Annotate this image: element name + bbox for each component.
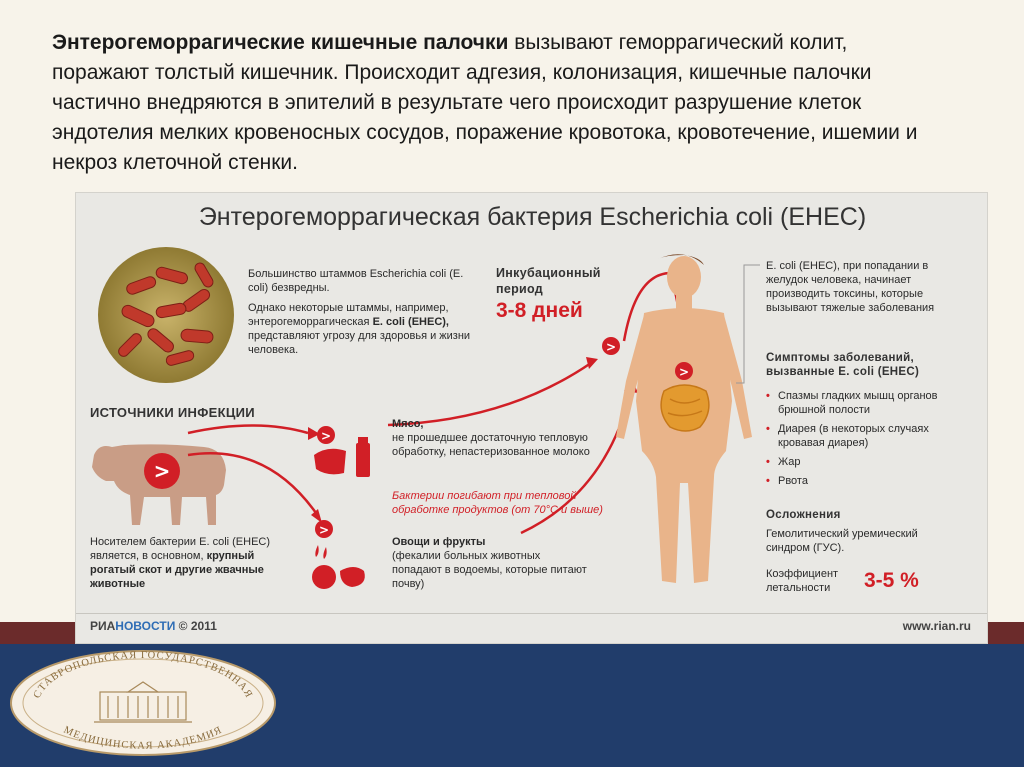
intro-line-1: Большинство штаммов Escherichia coli (E. coli) безвредны. bbox=[248, 268, 464, 294]
intro-2a: Однако некоторые штаммы, например, энтерогеморрагическая bbox=[248, 302, 449, 328]
academy-seal bbox=[8, 648, 278, 758]
intro-2b: E. coli (EHEC), bbox=[372, 316, 449, 328]
meat-block bbox=[392, 417, 592, 459]
toxin-text: E. coli (EHEC), при попадании в желудок человека, начинает производить токсины, которые вызывают тяжелые заболевания bbox=[766, 260, 935, 314]
incubation-label: Инкубационный период bbox=[496, 266, 601, 296]
symptom-item: • Спазмы гладких мышц органов брюшной полости bbox=[766, 389, 966, 417]
svg-text:>: > bbox=[153, 459, 171, 483]
carrier-a: Носителем бактерии E. coli (EHEC) является, в основном, bbox=[90, 536, 271, 562]
logo-part-b: НОВОСТИ bbox=[115, 619, 176, 633]
complications-text: Гемолитический уремический синдром (ГУС). bbox=[766, 528, 918, 554]
complications-heading: Осложнения bbox=[766, 509, 841, 521]
symptom-item: • Рвота bbox=[766, 474, 966, 488]
intro-2c: представляют угрозу для здоровья и жизни человека. bbox=[248, 330, 471, 356]
lethality-label: Коэффициент летальности bbox=[766, 568, 839, 594]
veg-text: (фекалии больных животных попадают в водоемы, которые питают почву) bbox=[392, 550, 587, 590]
svg-text:>: > bbox=[318, 523, 330, 537]
symptom-item: • Жар bbox=[766, 455, 966, 469]
meat-title: Мясо, bbox=[392, 418, 424, 430]
svg-text:>: > bbox=[605, 340, 617, 354]
heat-note: Бактерии погибают при тепловой обработке продуктов (от 70°С и выше) bbox=[392, 490, 603, 516]
symptom-item: • Диарея (в некоторых случаях кровавая диарея) bbox=[766, 422, 966, 450]
sources-heading: ИСТОЧНИКИ ИНФЕКЦИИ bbox=[90, 405, 255, 420]
veg-title: Овощи и фрукты bbox=[392, 536, 486, 548]
symptoms-heading: Симптомы заболеваний, вызванные E. coli (EHEC) bbox=[766, 352, 920, 378]
svg-text:>: > bbox=[678, 365, 690, 379]
lethality-value: 3-5 % bbox=[864, 569, 919, 592]
logo-part-c: © 2011 bbox=[175, 619, 217, 633]
incubation-value: 3-8 дней bbox=[496, 299, 583, 322]
slide-intro-rest: вызывают геморрагический колит, поражают толстый кишечник. Происходит адгезия, колонизация, кишечные палочки частично внедряются в эпителий в результате чего происходит разрушение клеток эндотелия мелких кровеносных сосудов, поражение кровотока, кровотечение, ишемии и некроз клеточной стенки. bbox=[52, 31, 918, 174]
meat-milk-icon bbox=[308, 421, 378, 481]
seal-bottom-text: МЕДИЦИНСКАЯ АКАДЕМИЯ bbox=[61, 724, 225, 752]
carrier-b: крупный рогатый скот и другие жвачные животные bbox=[90, 550, 264, 590]
infographic bbox=[75, 192, 988, 644]
connector-line bbox=[736, 263, 766, 393]
logo-part-a: РИА bbox=[90, 619, 116, 633]
entry-marker-icon bbox=[596, 331, 626, 361]
footer-divider bbox=[76, 613, 988, 614]
ria-logo bbox=[90, 619, 217, 633]
seal-top-text: СТАВРОПОЛЬСКАЯ ГОСУДАРСТВЕННАЯ bbox=[31, 649, 255, 701]
meat-text: не прошедшее достаточную тепловую обработку, непастеризованное молоко bbox=[392, 432, 590, 458]
slide-intro-bold: Энтерогеморрагические кишечные палочки bbox=[52, 31, 509, 54]
footer-url: www.rian.ru bbox=[902, 619, 971, 633]
slide-intro-paragraph bbox=[52, 28, 932, 178]
infographic-title: Энтерогеморрагическая бактерия Escherichia coli (EHEC) bbox=[198, 203, 867, 231]
vegetables-icon bbox=[306, 515, 376, 595]
symptoms-list bbox=[766, 389, 966, 493]
svg-text:>: > bbox=[320, 429, 332, 443]
veg-block bbox=[392, 535, 592, 591]
